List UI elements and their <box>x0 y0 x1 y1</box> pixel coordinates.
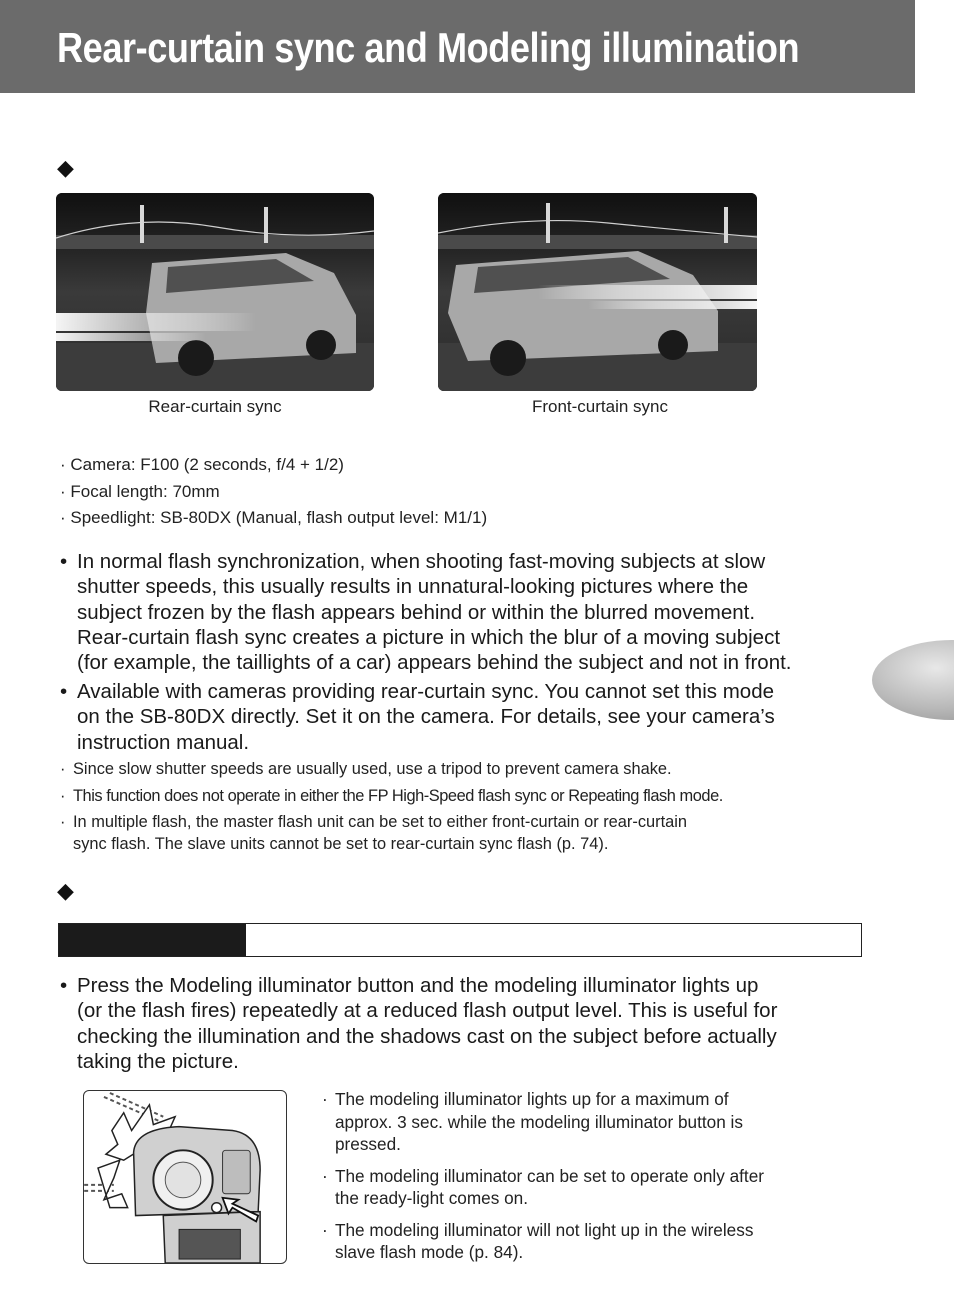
note-item <box>322 1088 842 1156</box>
note-item <box>60 811 687 855</box>
note-mark: · <box>60 760 66 778</box>
bullet-mark: • <box>60 974 68 997</box>
note-line: Since slow shutter speeds are usually used, use a tripod to prevent camera shake. <box>73 760 672 778</box>
note-line: This function does not operate in either the FP High-Speed flash sync or Repeating flash mode. <box>73 787 723 805</box>
paragraph-line: checking the illumination and the shadows cast on the subject before actually <box>77 1024 777 1048</box>
paragraph-line: Available with cameras providing rear-curtain sync. You cannot set this mode <box>77 680 774 703</box>
subheading-bar <box>58 923 862 957</box>
page-title: Rear-curtain sync and Modeling illumination <box>57 24 800 71</box>
photo-front-curtain-sync <box>438 193 757 391</box>
photo-rear-curtain-sync <box>56 193 374 391</box>
paragraph-line: subject frozen by the flash appears behind or within the blurred movement. <box>77 600 756 624</box>
subheading-bar-label-block <box>59 924 246 956</box>
note-item <box>60 758 672 780</box>
spec-item: · Speedlight: SB-80DX (Manual, flash output level: M1/1) <box>60 508 488 527</box>
paragraph-line: shutter speeds, this usually results in unnatural-looking pictures where the <box>77 575 749 599</box>
note-line: The modeling illuminator will not light up in the wireless <box>335 1219 754 1240</box>
section-marker-diamond: ◆ <box>57 155 74 180</box>
note-line: The modeling illuminator lights up for a maximum of <box>335 1089 729 1109</box>
photo-caption-rear-curtain: Rear-curtain sync <box>148 397 282 416</box>
paragraph-line: In normal flash synchronization, when shooting fast-moving subjects at slow <box>77 550 766 573</box>
modeling-notes <box>322 1088 842 1273</box>
bullet-mark: • <box>60 550 68 573</box>
spec-item: · Focal length: 70mm <box>60 481 220 501</box>
note-mark: · <box>60 787 66 805</box>
note-line: slave flash mode (p. 84). <box>335 1242 524 1262</box>
note-line: the ready-light comes on. <box>335 1188 528 1208</box>
paragraph-line: instruction manual. <box>77 730 250 754</box>
note-item <box>60 785 723 807</box>
paragraph-line: Rear-curtain flash sync creates a picture in which the blur of a moving subject <box>77 625 781 649</box>
bullet-paragraph <box>60 679 860 755</box>
bullet-mark: • <box>60 680 68 703</box>
note-mark: · <box>322 1165 328 1186</box>
paragraph-line: (for example, the taillights of a car) appears behind the subject and not in front. <box>77 651 792 675</box>
shooting-specs-list <box>60 452 487 532</box>
spec-text: Speedlight: SB-80DX (Manual, flash output level: M1/1) <box>70 508 488 527</box>
section-marker-diamond: ◆ <box>57 878 74 903</box>
paragraph-line: taking the picture. <box>77 1049 239 1073</box>
note-item <box>322 1165 842 1210</box>
note-item <box>322 1219 842 1264</box>
note-line: pressed. <box>335 1134 401 1154</box>
bullet-paragraph <box>60 973 860 1074</box>
note-mark: · <box>322 1219 328 1240</box>
note-mark: · <box>322 1089 328 1109</box>
spec-item: · Camera: F100 (2 seconds, f/4 + 1/2) <box>60 455 344 474</box>
paragraph-line: (or the flash fires) repeatedly at a reduced flash output level. This is useful for <box>77 999 778 1023</box>
spec-text: Camera: F100 (2 seconds, f/4 + 1/2) <box>70 455 344 474</box>
note-line: sync flash. The slave units cannot be set to rear-curtain sync flash (p. 74). <box>73 835 609 853</box>
spec-text: Focal length: 70mm <box>70 481 220 501</box>
paragraph-line: on the SB-80DX directly. Set it on the camera. For details, see your camera’s <box>77 705 775 729</box>
note-line: approx. 3 sec. while the modeling illuminator button is <box>335 1111 743 1132</box>
chapter-tab <box>872 640 954 720</box>
note-line: In multiple flash, the master flash unit can be set to either front-curtain or rear-curtain <box>73 813 688 831</box>
bullet-paragraph <box>60 549 860 675</box>
speedlight-illustration <box>83 1090 287 1264</box>
note-mark: · <box>60 813 66 831</box>
photo-caption-front-curtain: Front-curtain sync <box>531 397 669 416</box>
note-line: The modeling illuminator can be set to operate only after <box>335 1165 764 1186</box>
paragraph-line: Press the Modeling illuminator button and the modeling illuminator lights up <box>77 974 759 997</box>
